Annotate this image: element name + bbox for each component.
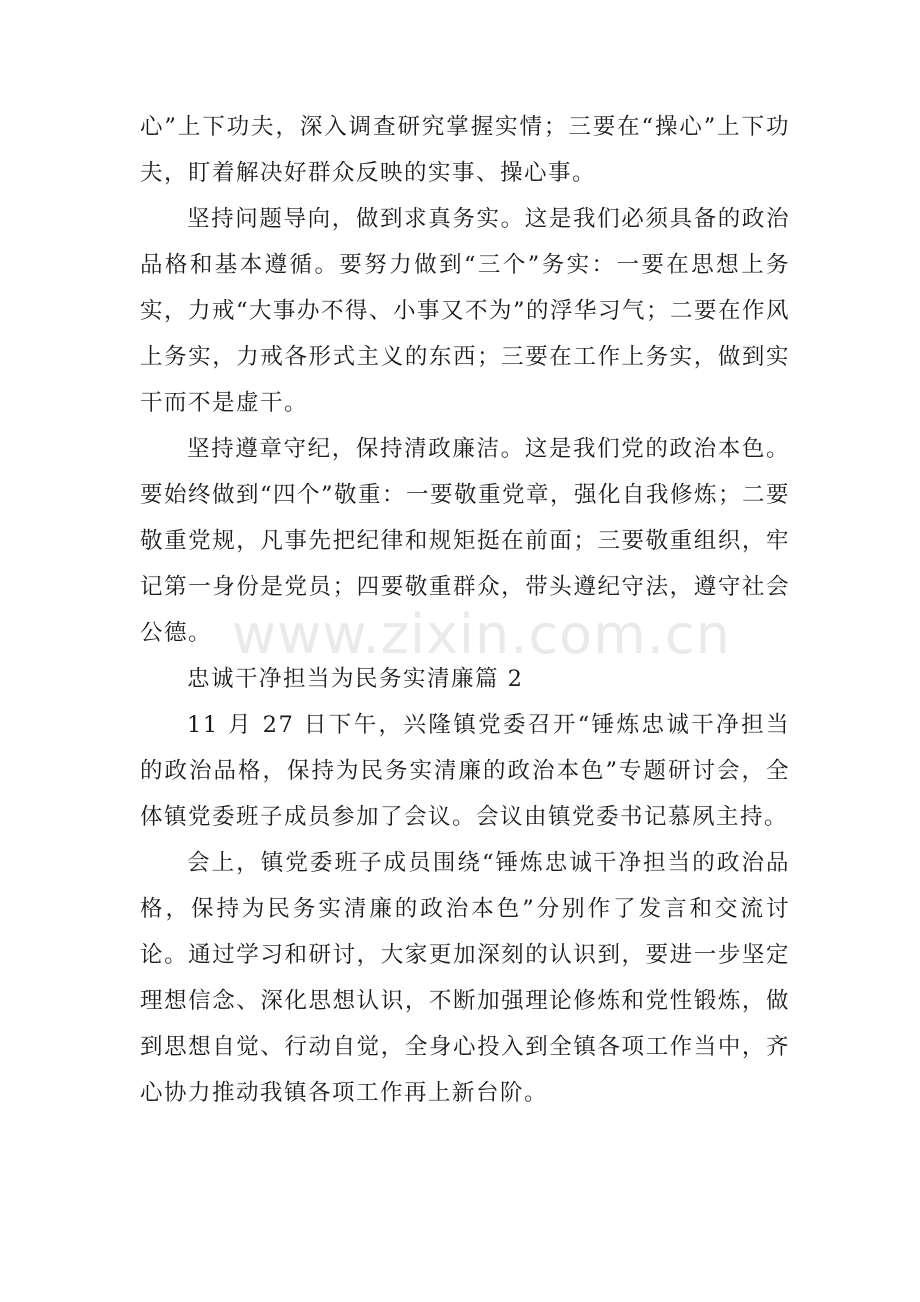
watermark: www.zixin.com.cn bbox=[232, 603, 731, 666]
paragraph-continued: 心”上下功夫，深入调查研究掌握实情；三要在“操心”上下功夫，盯着解决好群众反映的实事、操心事。 bbox=[140, 114, 790, 186]
paragraph-discipline: 坚持遵章守纪，保持清政廉洁。这是我们党的政治本色。要始终做到“四个”敬重：一要敬重党章，强化自我修炼；二要敬重党规，凡事先把纪律和规矩挺在前面；三要敬重组织，牢记第一身份是党员；四要敬重群众，带头遵纪守法，遵守社会公德。 bbox=[140, 436, 791, 646]
paragraph-meeting-intro: 11 月 27 日下午，兴隆镇党委召开“锤炼忠诚干净担当的政治品格，保持为民务实清廉的政治本色”专题研讨会，全体镇党委班子成员参加了会议。会议由镇党委书记慕夙主持。 bbox=[140, 712, 790, 830]
document-body bbox=[140, 104, 790, 1116]
section-heading: 忠诚干净担当为民务实清廉篇 2 bbox=[187, 666, 524, 692]
paragraph-problem-orientation: 坚持问题导向，做到求真务实。这是我们必须具备的政治品格和基本遵循。要努力做到“三个”务实：一要在思想上务实，力戒“大事办不得、小事又不为”的浮华习气；二要在作风上务实，力戒各形式主义的东西；三要在工作上务实，做到实干而不是虚干。 bbox=[140, 206, 791, 416]
paragraph-meeting-discussion: 会上，镇党委班子成员围绕“锤炼忠诚干净担当的政治品格，保持为民务实清廉的政治本色”分别作了发言和交流讨论。通过学习和研讨，大家更加深刻的认识到，要进一步坚定理想信念、深化思想认识，不断加强理论修炼和党性锻炼，做到思想自觉、行动自觉，全身心投入到全镇各项工作当中，齐心协力推动我镇各项工作再上新台阶。 bbox=[140, 850, 790, 1106]
